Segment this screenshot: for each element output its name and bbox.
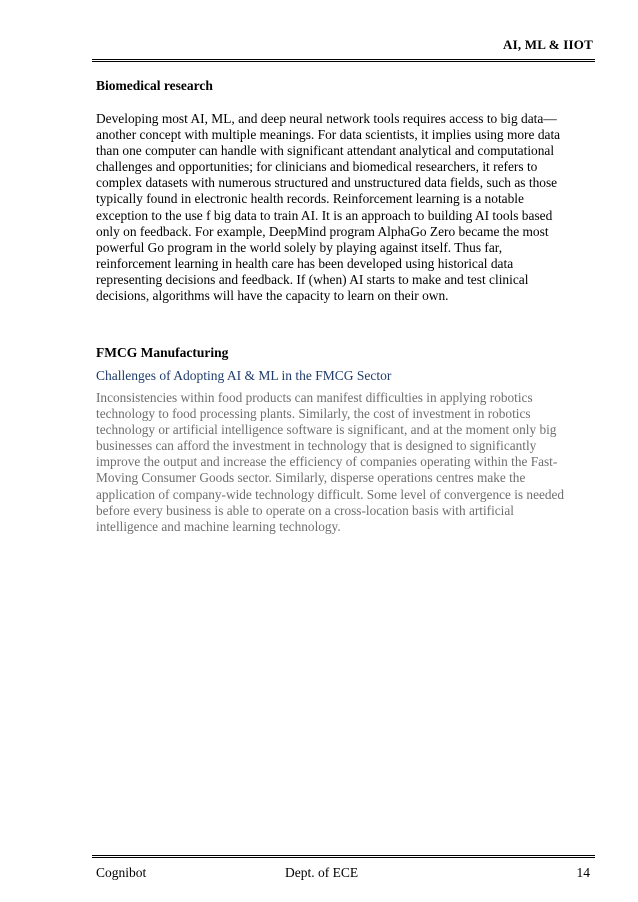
paragraph-line: Inconsistencies within food products can manifest difficulties in applying robotics	[96, 390, 533, 405]
paragraph-line: technology or artificial intelligence software is significant, and at the moment only big	[96, 422, 557, 438]
fmcg-heading: FMCG Manufacturing	[96, 345, 229, 360]
paragraph-line: Moving Consumer Goods sector. Similarly, disperse operations centres make the	[96, 470, 526, 486]
paragraph-line: reinforcement learning in health care has been developed using historical data	[96, 255, 514, 271]
paragraph-line: typically found in electronic health records. Reinforcement learning is a notable	[96, 191, 524, 207]
paragraph-line: representing decisions and feedback. If (when) AI starts to make and test clinical	[96, 271, 529, 287]
fmcg-subheading: Challenges of Adopting AI & ML in the FMCG Sector	[96, 368, 392, 383]
header-rule	[92, 59, 595, 62]
biomedical-heading: Biomedical research	[96, 78, 213, 93]
paragraph-line: than one computer can handle with significant attendant analytical and computational	[96, 143, 555, 159]
paragraph-line: powerful Go program in the world solely by playing against itself. Thus far,	[96, 239, 503, 255]
paragraph-line: exception to the use f big data to train AI. It is an approach to building AI tools based	[96, 207, 553, 223]
paragraph-line: before every business is able to operate on a cross-location basis with artificial	[96, 502, 514, 518]
fmcg-paragraph	[96, 390, 565, 535]
paragraph-line: another concept with multiple meanings. For data scientists, it implies using more data	[96, 127, 561, 143]
paragraph-line: improve the output and increase the efficiency of companies operating within the Fast-	[96, 454, 558, 470]
biomedical-paragraph	[96, 111, 561, 304]
page-number: 14	[576, 865, 590, 880]
paragraph-line: technology to food processing plants. Similarly, the cost of investment in robotics	[96, 406, 531, 422]
paragraph-line: complex datasets with numerous structured and unstructured data fields, such as those	[96, 175, 558, 191]
paragraph-line: intelligence and machine learning technology.	[96, 518, 341, 534]
paragraph-line: only on feedback. For example, DeepMind program AlphaGo Zero became the most	[96, 223, 549, 239]
paragraph-line: application of company-wide technology difficult. Some level of convergence is needed	[96, 486, 565, 502]
footer-rule	[92, 855, 595, 858]
footer-department: Dept. of ECE	[285, 865, 359, 880]
paragraph-line: Developing most AI, ML, and deep neural network tools requires access to big data—	[96, 111, 557, 126]
paragraph-line: challenges and opportunities; for clinicians and biomedical researchers, it refers to	[96, 159, 538, 175]
paragraph-line: decisions, algorithms will have the capacity to learn on their own.	[96, 288, 449, 304]
footer-org: Cognibot	[96, 865, 147, 880]
paragraph-line: businesses can afford the investment in technology that is designed to significantly	[96, 438, 537, 454]
header-title: AI, ML & IIOT	[502, 37, 593, 52]
